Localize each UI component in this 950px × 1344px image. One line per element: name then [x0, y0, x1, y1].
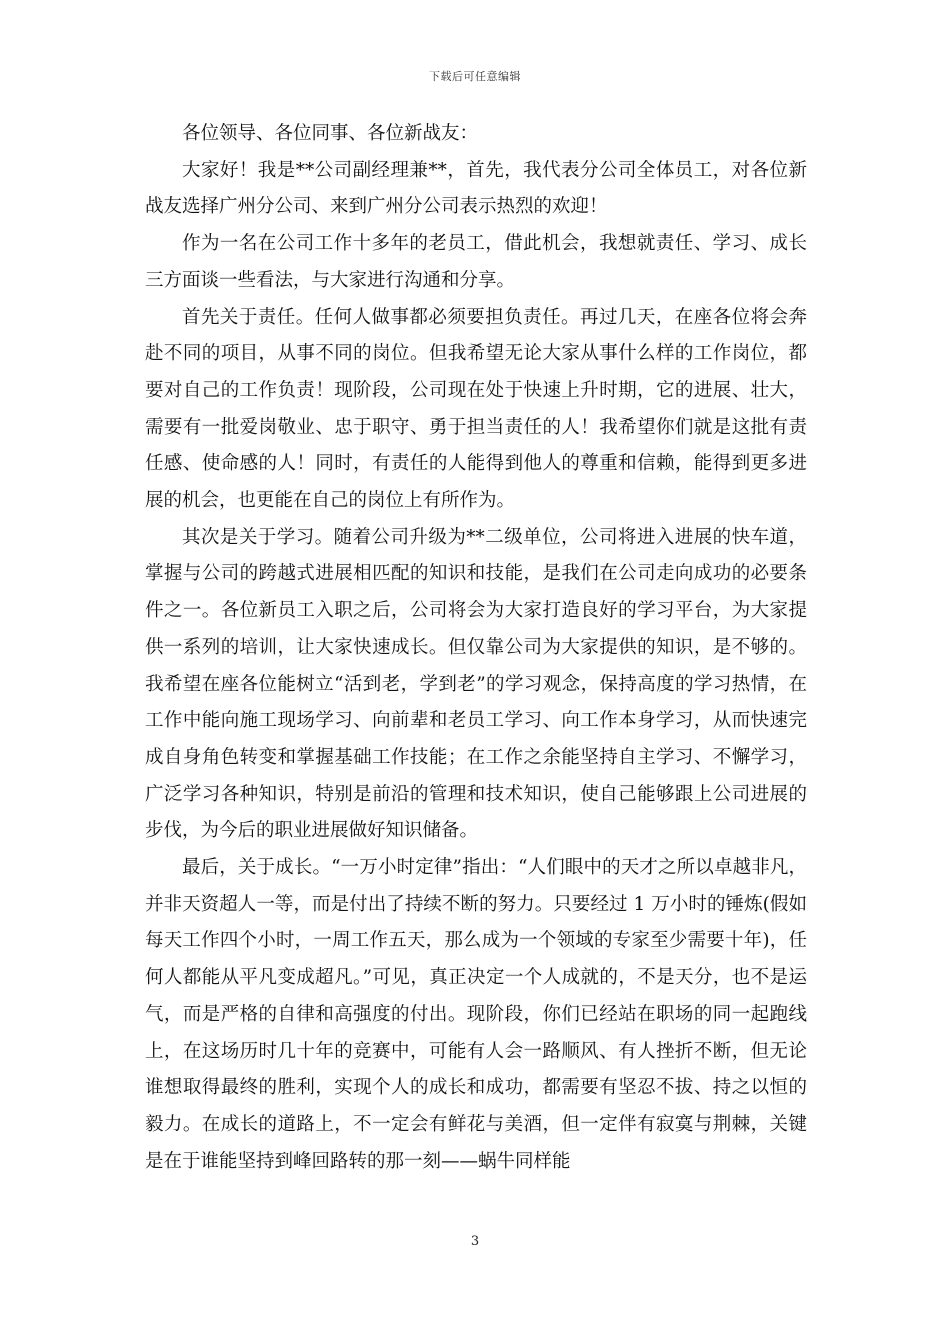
- paragraph-intro: 作为一名在公司工作十多年的老员工，借此机会，我想就责任、学习、成长三方面谈一些看法，与大家进行沟通和分享。: [145, 233, 807, 291]
- paragraph-welcome: 大家好！我是**公司副经理兼**，首先，我代表分公司全体员工，对各位新战友选择广州分公司、来到广州分公司表示热烈的欢迎！: [145, 159, 807, 218]
- paragraph-growth: 最后，关于成长。“一万小时定律”指出：“人们眼中的天才之所以卓越非凡，并非天资超人一等，而是付出了持续不断的努力。只要经过 1 万小时的锤炼(假如每天工作四个小时，一周工作五天，那么成为一个领域的专家至少需要十年)，任何人都能从平凡变成超凡。”可见，真正决定一个人成就的，不是天分，也不是运气，而是严格的自律和高强度的付出。现阶段，你们已经站在职场的同一起跑线上，在这场历时几十年的竞赛中，可能有人会一路顺风、有人挫折不断，但无论谁想取得最终的胜利，实现个人的成长和成功，都需要有坚忍不拔、持之以恒的毅力。在成长的道路上，不一定会有鲜花与美酒，但一定伴有寂寞与荆棘，关键是在于谁能坚持到峰回路转的那一刻——蜗牛同样能: [145, 857, 807, 1172]
- paragraph-learning: 其次是关于学习。随着公司升级为**二级单位，公司将进入进展的快车道，掌握与公司的跨越式进展相匹配的知识和技能，是我们在公司走向成功的必要条件之一。各位新员工入职之后，公司将会为大家打造良好的学习平台，为大家提供一系列的培训，让大家快速成长。但仅靠公司为大家提供的知识，是不够的。我希望在座各位能树立“活到老，学到老”的学习观念，保持高度的学习热情，在工作中能向施工现场学习、向前辈和老员工学习、向工作本身学习，从而快速完成自身角色转变和掌握基础工作技能；在工作之余能坚持自主学习、不懈学习，广泛学习各种知识，特别是前沿的管理和技术知识，使自己能够跟上公司进展的步伐，为今后的职业进展做好知识储备。: [145, 526, 807, 842]
- greeting-line: 各位领导、各位同事、各位新战友：: [182, 123, 479, 144]
- page-header: 下载后可任意编辑: [429, 70, 521, 83]
- document-body: [145, 116, 807, 1180]
- paragraph-responsibility: 首先关于责任。任何人做事都必须要担负责任。再过几天，在座各位将会奔赴不同的项目，从事不同的岗位。但我希望无论大家从事什么样的工作岗位，都要对自己的工作负责！现阶段，公司现在处于快速上升时期，它的进展、壮大，需要有一批爱岗敬业、忠于职守、勇于担当责任的人！我希望你们就是这批有责任感、使命感的人！同时，有责任的人能得到他人的尊重和信赖，能得到更多进展的机会，也更能在自己的岗位上有所作为。: [145, 306, 807, 512]
- page-number: 3: [470, 1234, 480, 1249]
